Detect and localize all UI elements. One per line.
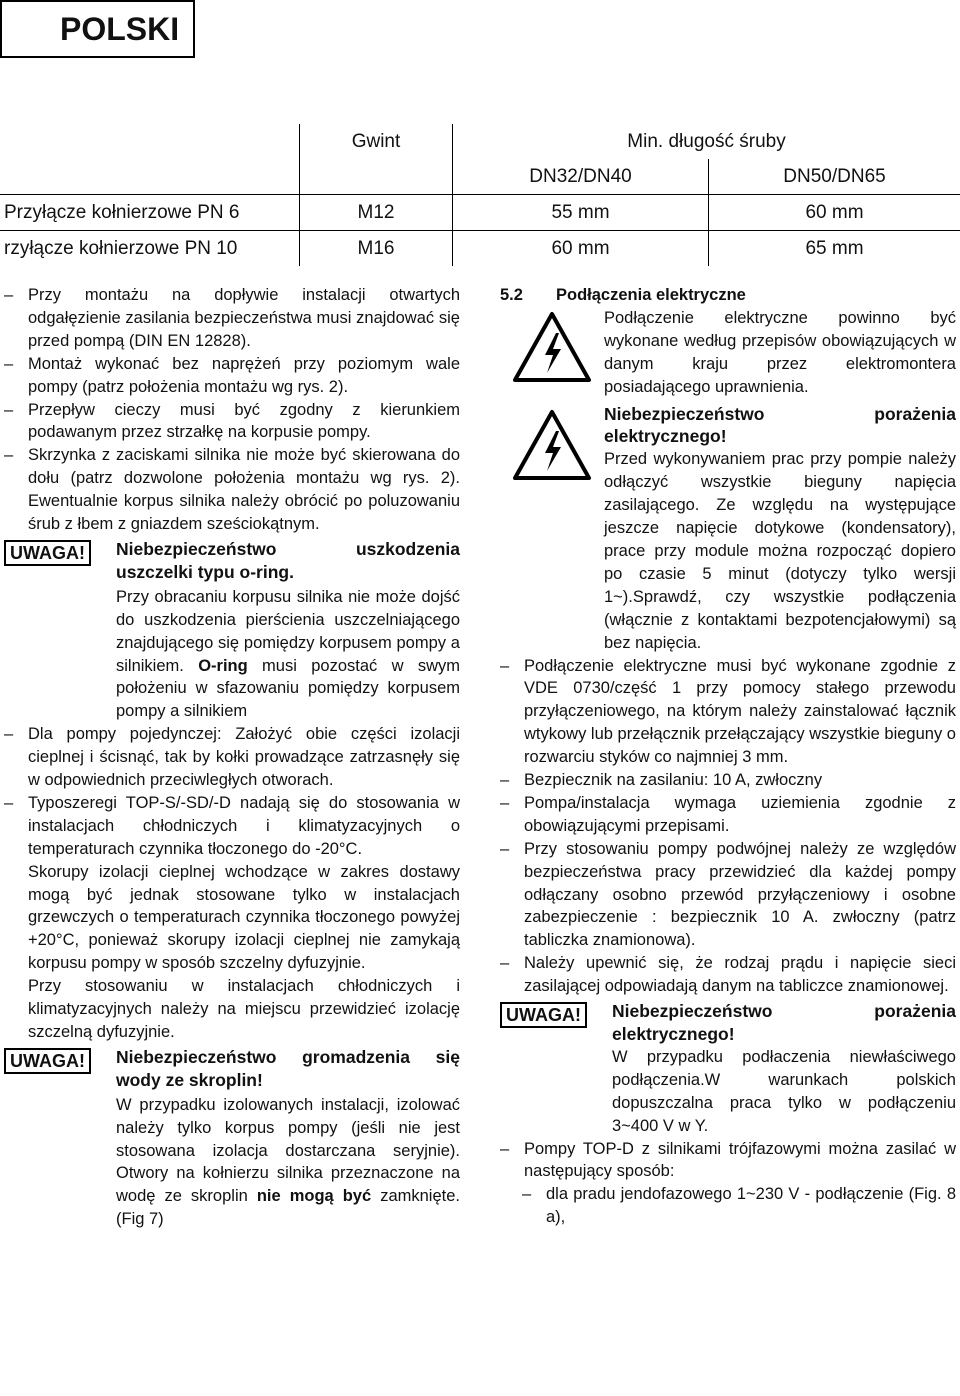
warning-wrong-connection (500, 1000, 956, 1137)
electrical-hazard-icon (512, 311, 592, 383)
table-empty-cell (300, 159, 453, 195)
left-column (4, 284, 460, 1231)
table-row (0, 231, 960, 267)
paragraph: Skorupy izolacji cieplnej wchodzące w zakres dostawy mogą być jednak stosowane tylko w instalacjach grzewczych o temperaturach czynnika tłoczonego powyżej +20°C, ponieważ skorupy izolacji cieplnej nie zamykają korpusu pompy w sposób szczelny dyfuzyjnie. (28, 862, 460, 973)
row-dn1: 55 mm (453, 195, 709, 231)
warning-text (116, 586, 460, 723)
row-dn2: 65 mm (805, 237, 864, 259)
thread-header: Gwint (300, 124, 453, 159)
electrical-hazard-icon (512, 409, 592, 481)
table-corner-cell (0, 124, 300, 159)
list-item: – Przy montażu na dopływie instalacji otwartych odgałęzienie zasilania bezpieczeństwa musi znajdować się przed pompą (DIN EN 12828). (4, 284, 460, 353)
row-label: Przyłącze kołnierzowe PN 6 (0, 195, 300, 231)
table-header-row (0, 124, 960, 159)
row-thread: M16 (300, 231, 453, 267)
warning-text-a: Przy obracaniu korpusu silnika nie może dojść do uszkodzenia pierścienia uszczelniającego znajdującego się pomiędzy korpusem pompy a silnikiem. (116, 587, 460, 675)
section-heading (500, 284, 956, 307)
table-subheader-row (0, 159, 960, 195)
list-item: – Bezpiecznik na zasilaniu: 10 A, zwłoczny (500, 769, 956, 792)
list-item: – Przepływ cieczy musi być zgodny z kierunkiem podawanym przez strzałkę na korpusie pompy. (4, 399, 460, 445)
dn2-header: DN50/DN65 (783, 165, 886, 187)
warning-bold: nie mogą być (256, 1187, 372, 1206)
warning-text-a: W przypadku izolowanych instalacji, izolować należy tylko korpus pompy (jeśli nie jest stosowana izolacja dostarczana seryjnie). Otwory na kołnierzu silnika przeznaczone na wodę ze skroplin (116, 1095, 460, 1206)
list-item: – Skrzynka z zaciskami silnika nie może być skierowana do dołu (patrz dozwolone położenia montażu wg rys. 2). Ewentualnie korpus silnika należy obrócić po poluzowaniu śrub z łbem z gniazdem sześciokątnym. (4, 444, 460, 536)
table-empty-cell (0, 159, 300, 195)
warning-badge: UWAGA! (4, 540, 91, 566)
list-item: – Montaż wykonać bez naprężeń przy poziomym wale pompy (patrz położenia montażu wg rys. 2). (4, 353, 460, 399)
screw-length-table (0, 124, 960, 266)
sub-list-item: – dla pradu jendofazowego 1~230 V - podłączenie (Fig. 8 a), (500, 1183, 956, 1229)
row-label: rzyłącze kołnierzowe PN 10 (0, 231, 300, 267)
list-item: – Pompa/instalacja wymaga uziemienia zgodnie z obowiązującymi przepisami. (500, 792, 956, 838)
warning-oring (4, 538, 460, 723)
warning-text: W przypadku podłaczenia niewłaściwego podłączenia.W warunkach polskich dopuszczalna praca tylko w podłączeniu 3~400 V w Y. (612, 1047, 956, 1135)
paragraph: Przy stosowaniu w instalacjach chłodniczych i klimatyzacyjnych należy na miejscu przewidzieć izolację szczelną dyfuzyjnie. (28, 977, 460, 1041)
list-item: – Przy stosowaniu pompy podwójnej należy ze względów bezpieczeństwa pracy przewidzieć dla każdej pompy odłączany osobno przewód przyłączeniowy i osobne zabezpieczenie : bezpiecznik 10 A. zwłoczny (patrz tabliczka znamionowa). (500, 838, 956, 953)
table-row (0, 195, 960, 231)
warning-text-b: zamknięte. (Fig 7) (116, 1187, 460, 1229)
dn1-header: DN32/DN40 (453, 159, 709, 195)
list-item: – Pompy TOP-D z silnikami trójfazowymi można zasilać w następujący sposób: (500, 1138, 956, 1184)
electrical-note (500, 307, 956, 399)
warning-text (116, 1094, 460, 1231)
list-item: – Podłączenie elektryczne musi być wykonane zgodnie z VDE 0730/część 1 przy pomocy stałego przewodu przyłączeniowego, na którym należy zainstalować łącznik wtykowy lub przełącznik przełączający wszystkie bieguny o rozwarciu styków co najmniej 3 mm. (500, 655, 956, 770)
list-item: – Typoszeregi TOP-S/-SD/-D nadają się do stosowania w instalacjach chłodniczych i klimatyzacyjnych o temperaturach czynnika tłoczonego do -20°C. (4, 792, 460, 861)
row-dn1: 60 mm (453, 231, 709, 267)
warning-bold: O-ring (198, 656, 248, 675)
row-dn2: 60 mm (805, 201, 864, 223)
list-item: – Należy upewnić się, że rodzaj prądu i napięcie sieci zasilającej odpowiadają danym na tabliczce znamionowej. (500, 952, 956, 998)
min-length-header: Min. długość śruby (627, 130, 786, 152)
warning-title: Niebezpieczeństwo porażenia elektrycznego! (612, 1001, 956, 1044)
section-title: Podłączenia elektryczne (556, 286, 746, 304)
row-thread: M12 (300, 195, 453, 231)
warning-condensate (4, 1046, 460, 1231)
list-item: – Dla pompy pojedynczej: Założyć obie części izolacji cieplnej i ścisnąć, tak by kołki prowadzące zatrzasnęły się w odpowiednich przeciwległych otworach. (4, 723, 460, 792)
warning-badge: UWAGA! (500, 1002, 587, 1028)
language-header (0, 0, 195, 58)
warning-badge: UWAGA! (4, 1048, 91, 1074)
danger-title: Niebezpieczeństwo porażenia elektrycznego! (604, 403, 956, 447)
danger-text: Przed wykonywaniem prac przy pompie należy odłączyć wszystkie bieguny napięcia zasilającego. Ze względu na występujące jeszcze napięcie dotykowe (kondensatory), prace przy module można rozpocząć dopiero po czasie 5 minut (dotyczy tylko wersji 1~).Sprawdź, czy wszystkie podłączenia (włącznie z kontaktami bezpotencjałowymi) są bez napięcia. (604, 450, 956, 652)
section-number: 5.2 (500, 286, 523, 304)
warning-text-b: musi pozostać w swym położeniu w sfazowaniu pomiędzy korpusem pompy a silnikiem (116, 656, 460, 721)
warning-title: Niebezpieczeństwo uszkodzenia uszczelki typu o-ring. (116, 538, 460, 582)
language-title: POLSKI (60, 11, 180, 47)
right-column (500, 284, 956, 1229)
electrical-note-text: Podłączenie elektryczne powinno być wykonane według przepisów obowiązujących w danym kraju przez elektromontera posiadającego uprawnienia. (604, 308, 956, 396)
warning-title: Niebezpieczeństwo gromadzenia się wody ze skroplin! (116, 1046, 460, 1090)
electrical-danger (500, 403, 956, 655)
